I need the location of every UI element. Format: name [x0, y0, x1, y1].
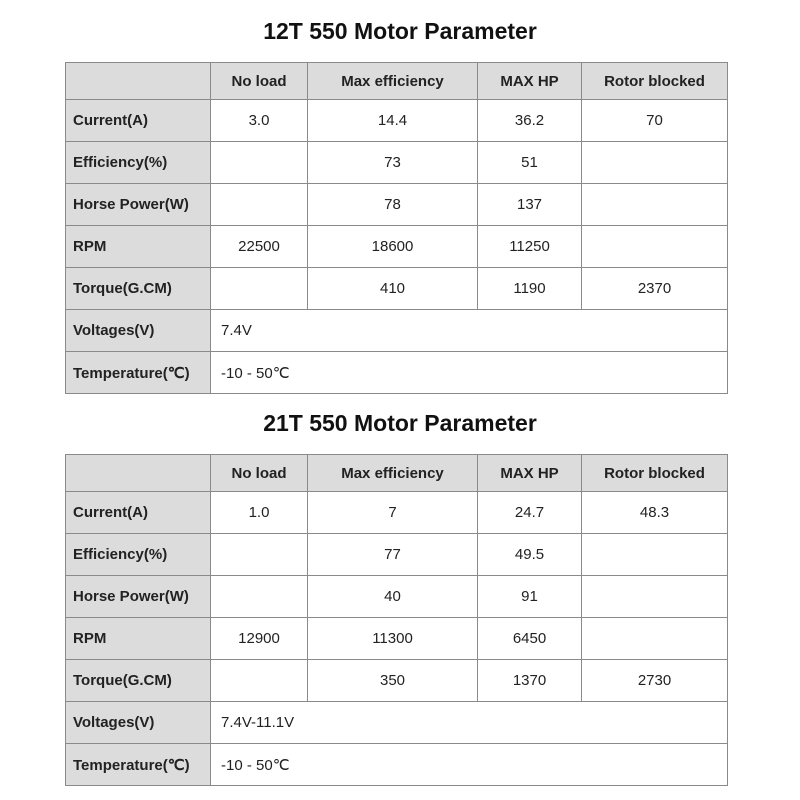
row-label: Horse Power(W): [66, 576, 211, 618]
table-cell: [582, 576, 728, 618]
header-row: [66, 63, 728, 100]
table-cell: 14.4: [308, 100, 478, 142]
table-cell: 24.7: [478, 492, 582, 534]
table-cell: 11250: [478, 226, 582, 268]
row-label: Temperature(℃): [66, 744, 211, 786]
row-label: Torque(G.CM): [66, 268, 211, 310]
voltages-value: 7.4V-11.1V: [211, 702, 728, 744]
table-cell: [582, 226, 728, 268]
table-row: [66, 576, 728, 618]
table-cell: [211, 268, 308, 310]
header-corner-cell: [66, 455, 211, 492]
row-label: RPM: [66, 618, 211, 660]
table-cell: 6450: [478, 618, 582, 660]
temperature-value: -10 - 50℃: [211, 744, 728, 786]
table-cell: 70: [582, 100, 728, 142]
table-cell: 40: [308, 576, 478, 618]
table-cell: 73: [308, 142, 478, 184]
row-label: Horse Power(W): [66, 184, 211, 226]
table-cell: [211, 660, 308, 702]
table-cell: [211, 576, 308, 618]
voltages-row: [66, 310, 728, 352]
row-label: RPM: [66, 226, 211, 268]
table-cell: 48.3: [582, 492, 728, 534]
table-cell: 7: [308, 492, 478, 534]
table-row: [66, 492, 728, 534]
table-row: [66, 100, 728, 142]
column-header: Max efficiency: [308, 455, 478, 492]
table-title-21t: 21T 550 Motor Parameter: [263, 410, 537, 436]
table-cell: 78: [308, 184, 478, 226]
table-title-12t: 12T 550 Motor Parameter: [263, 18, 537, 44]
table-row: [66, 534, 728, 576]
table-cell: 1190: [478, 268, 582, 310]
table-cell: [211, 184, 308, 226]
table-cell: 51: [478, 142, 582, 184]
table-cell: 2370: [582, 268, 728, 310]
voltages-value: 7.4V: [211, 310, 728, 352]
table-cell: 2730: [582, 660, 728, 702]
header-row: [66, 455, 728, 492]
temperature-row: [66, 352, 728, 394]
motor-parameter-table-12t: [65, 62, 728, 394]
column-header: No load: [211, 63, 308, 100]
table-cell: 1370: [478, 660, 582, 702]
row-label: Voltages(V): [66, 702, 211, 744]
row-label: Voltages(V): [66, 310, 211, 352]
row-label: Current(A): [66, 492, 211, 534]
motor-parameter-table-21t: [65, 454, 728, 786]
table-cell: 18600: [308, 226, 478, 268]
table-cell: 49.5: [478, 534, 582, 576]
table-cell: 3.0: [211, 100, 308, 142]
column-header: Rotor blocked: [582, 455, 728, 492]
table-cell: 137: [478, 184, 582, 226]
table-cell: 1.0: [211, 492, 308, 534]
table-cell: 36.2: [478, 100, 582, 142]
table-cell: 77: [308, 534, 478, 576]
table-cell: [582, 142, 728, 184]
row-label: Efficiency(%): [66, 534, 211, 576]
table-cell: [211, 534, 308, 576]
table-row: [66, 184, 728, 226]
table-cell: 12900: [211, 618, 308, 660]
temperature-row: [66, 744, 728, 786]
column-header: Rotor blocked: [582, 63, 728, 100]
table-cell: [582, 184, 728, 226]
row-label: Temperature(℃): [66, 352, 211, 394]
table-row: [66, 660, 728, 702]
column-header: No load: [211, 455, 308, 492]
table-row: [66, 618, 728, 660]
column-header: Max efficiency: [308, 63, 478, 100]
voltages-row: [66, 702, 728, 744]
table-cell: 91: [478, 576, 582, 618]
table-cell: 11300: [308, 618, 478, 660]
column-header: MAX HP: [478, 63, 582, 100]
table-cell: 410: [308, 268, 478, 310]
table-cell: 22500: [211, 226, 308, 268]
table-row: [66, 268, 728, 310]
row-label: Torque(G.CM): [66, 660, 211, 702]
row-label: Current(A): [66, 100, 211, 142]
table-cell: [211, 142, 308, 184]
header-corner-cell: [66, 63, 211, 100]
table-cell: [582, 534, 728, 576]
table-cell: [582, 618, 728, 660]
table-row: [66, 142, 728, 184]
table-row: [66, 226, 728, 268]
column-header: MAX HP: [478, 455, 582, 492]
temperature-value: -10 - 50℃: [211, 352, 728, 394]
table-cell: 350: [308, 660, 478, 702]
row-label: Efficiency(%): [66, 142, 211, 184]
